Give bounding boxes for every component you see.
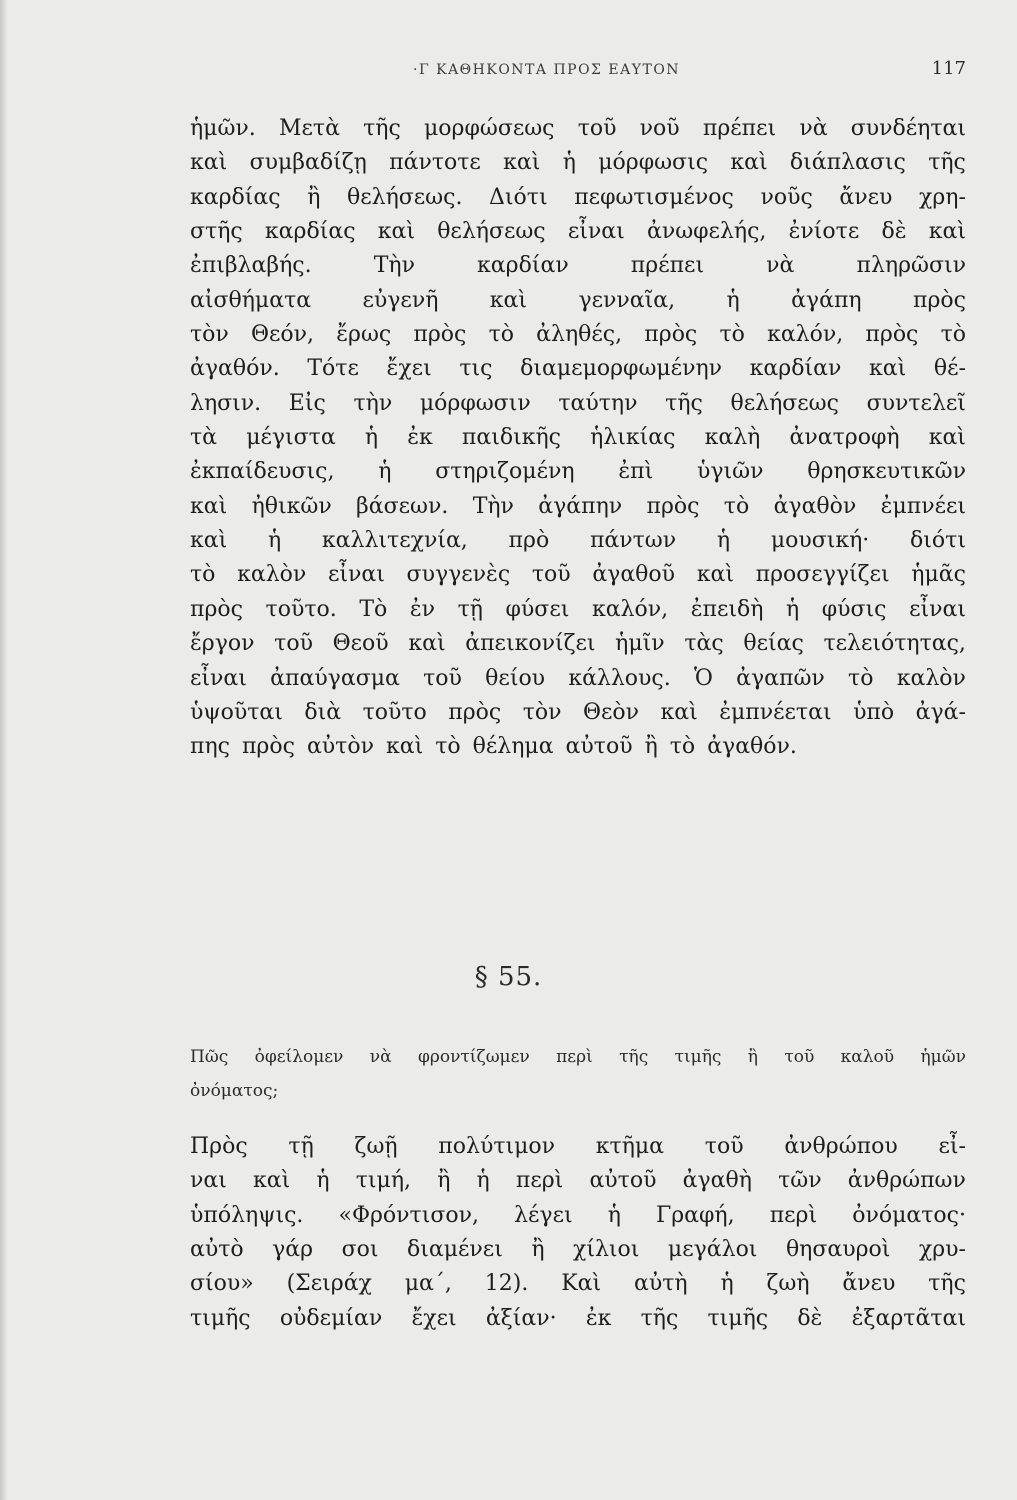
text-line: καὶ ἠθικῶν βάσεων. Τὴν ἀγάπην πρὸς τὸ ἀγαθὸν ἐμπνέει [190,493,966,519]
paragraph-2 [190,1130,966,1336]
text-line: ἡμῶν. Μετὰ τῆς μορφώσεως τοῦ νοῦ πρέπει νὰ συνδέηται [190,116,966,141]
text-line: σίου» (Σειράχ μα΄, 12). Καὶ αὐτὴ ἡ ζωὴ ἄνευ τῆς [190,1271,966,1297]
page-number: 117 [931,58,966,79]
text-line: ἐκπαίδευσις, ἡ στηριζομένη ἐπὶ ὑγιῶν θρησκευτικῶν [190,459,966,485]
text-line: ἔργον τοῦ Θεοῦ καὶ ἀπεικονίζει ἡμῖν τὰς θείας τελειότητας, [190,631,966,657]
text-line: λησιν. Εἰς τὴν μόρφωσιν ταύτην τῆς θελήσεως συντελεῖ [190,390,966,416]
text-line: ὑπόληψις. «Φρόντισον, λέγει ἡ Γραφή, περὶ ὀνόματος· [190,1202,966,1228]
text-line: Πῶς ὀφείλομεν νὰ φροντίζωμεν περὶ τῆς τιμῆς ἢ τοῦ καλοῦ ἡμῶν [190,1047,966,1067]
text-line: ἀγαθόν. Τότε ἔχει τις διαμεμορφωμένην καρδίαν καὶ θέ- [190,356,966,382]
paragraph-1 [190,112,966,765]
text-line: τὸ καλὸν εἶναι συγγενὲς τοῦ ἀγαθοῦ καὶ προσεγγίζει ἡμᾶς [190,562,966,588]
text-line: καὶ ἡ καλλιτεχνία, πρὸ πάντων ἡ μουσική· διότι [190,528,966,554]
section-question [190,1040,966,1108]
text-line: πης πρὸς αὐτὸν καὶ τὸ θέλημα αὐτοῦ ἢ τὸ ἀγαθόν. [190,734,797,760]
text-line: στῆς καρδίας καὶ θελήσεως εἶναι ἀνωφελής, ἐνίοτε δὲ καὶ [190,219,966,245]
text-line: αὐτὸ γάρ σοι διαμένει ἢ χίλιοι μεγάλοι θησαυροὶ χρυ- [190,1237,966,1263]
text-line: ναι καὶ ἡ τιμή, ἢ ἡ περὶ αὐτοῦ ἀγαθὴ τῶν ἀνθρώπων [190,1168,966,1194]
text-line: πρὸς τοῦτο. Τὸ ἐν τῇ φύσει καλόν, ἐπειδὴ ἡ φύσις εἶναι [190,596,966,622]
text-line: εἶναι ἀπαύγασμα τοῦ θείου κάλλους. Ὁ ἀγαπῶν τὸ καλὸν [190,665,966,691]
text-line: τιμῆς οὐδεμίαν ἔχει ἀξίαν· ἐκ τῆς τιμῆς δὲ ἐξαρτᾶται [190,1305,966,1331]
text-line: καρδίας ἢ θελήσεως. Διότι πεφωτισμένος νοῦς ἄνευ χρη- [190,184,966,210]
text-line: ὑψοῦται διὰ τοῦτο πρὸς τὸν Θεὸν καὶ ἐμπνέεται ὑπὸ ἀγά- [190,699,966,725]
text-line: καὶ συμβαδίζῃ πάντοτε καὶ ἡ μόρφωσις καὶ διάπλασις τῆς [190,150,966,176]
page-edge-shadow [0,0,8,1500]
section-number: § 55. [474,962,543,992]
text-line: Πρὸς τῇ ζωῇ πολύτιμον κτῆμα τοῦ ἀνθρώπου εἶ- [190,1134,966,1159]
running-title: ·Γ ΚΑΘΗΚΟΝΤΑ ΠΡΟΣ ΕΑΥΤΟΝ [413,62,681,78]
text-line: ἐπιβλαβής. Τὴν καρδίαν πρέπει νὰ πληρῶσιν [190,253,966,279]
text-line: τὸν Θεόν, ἔρως πρὸς τὸ ἀληθές, πρὸς τὸ καλόν, πρὸς τὸ [190,322,966,348]
text-line: ὀνόματος; [190,1081,279,1101]
text-line: τὰ μέγιστα ἡ ἐκ παιδικῆς ἡλικίας καλὴ ἀνατροφὴ καὶ [190,425,966,451]
text-line: αἰσθήματα εὐγενῆ καὶ γενναῖα, ἡ ἀγάπη πρὸς [190,287,966,313]
page-header [188,58,966,86]
